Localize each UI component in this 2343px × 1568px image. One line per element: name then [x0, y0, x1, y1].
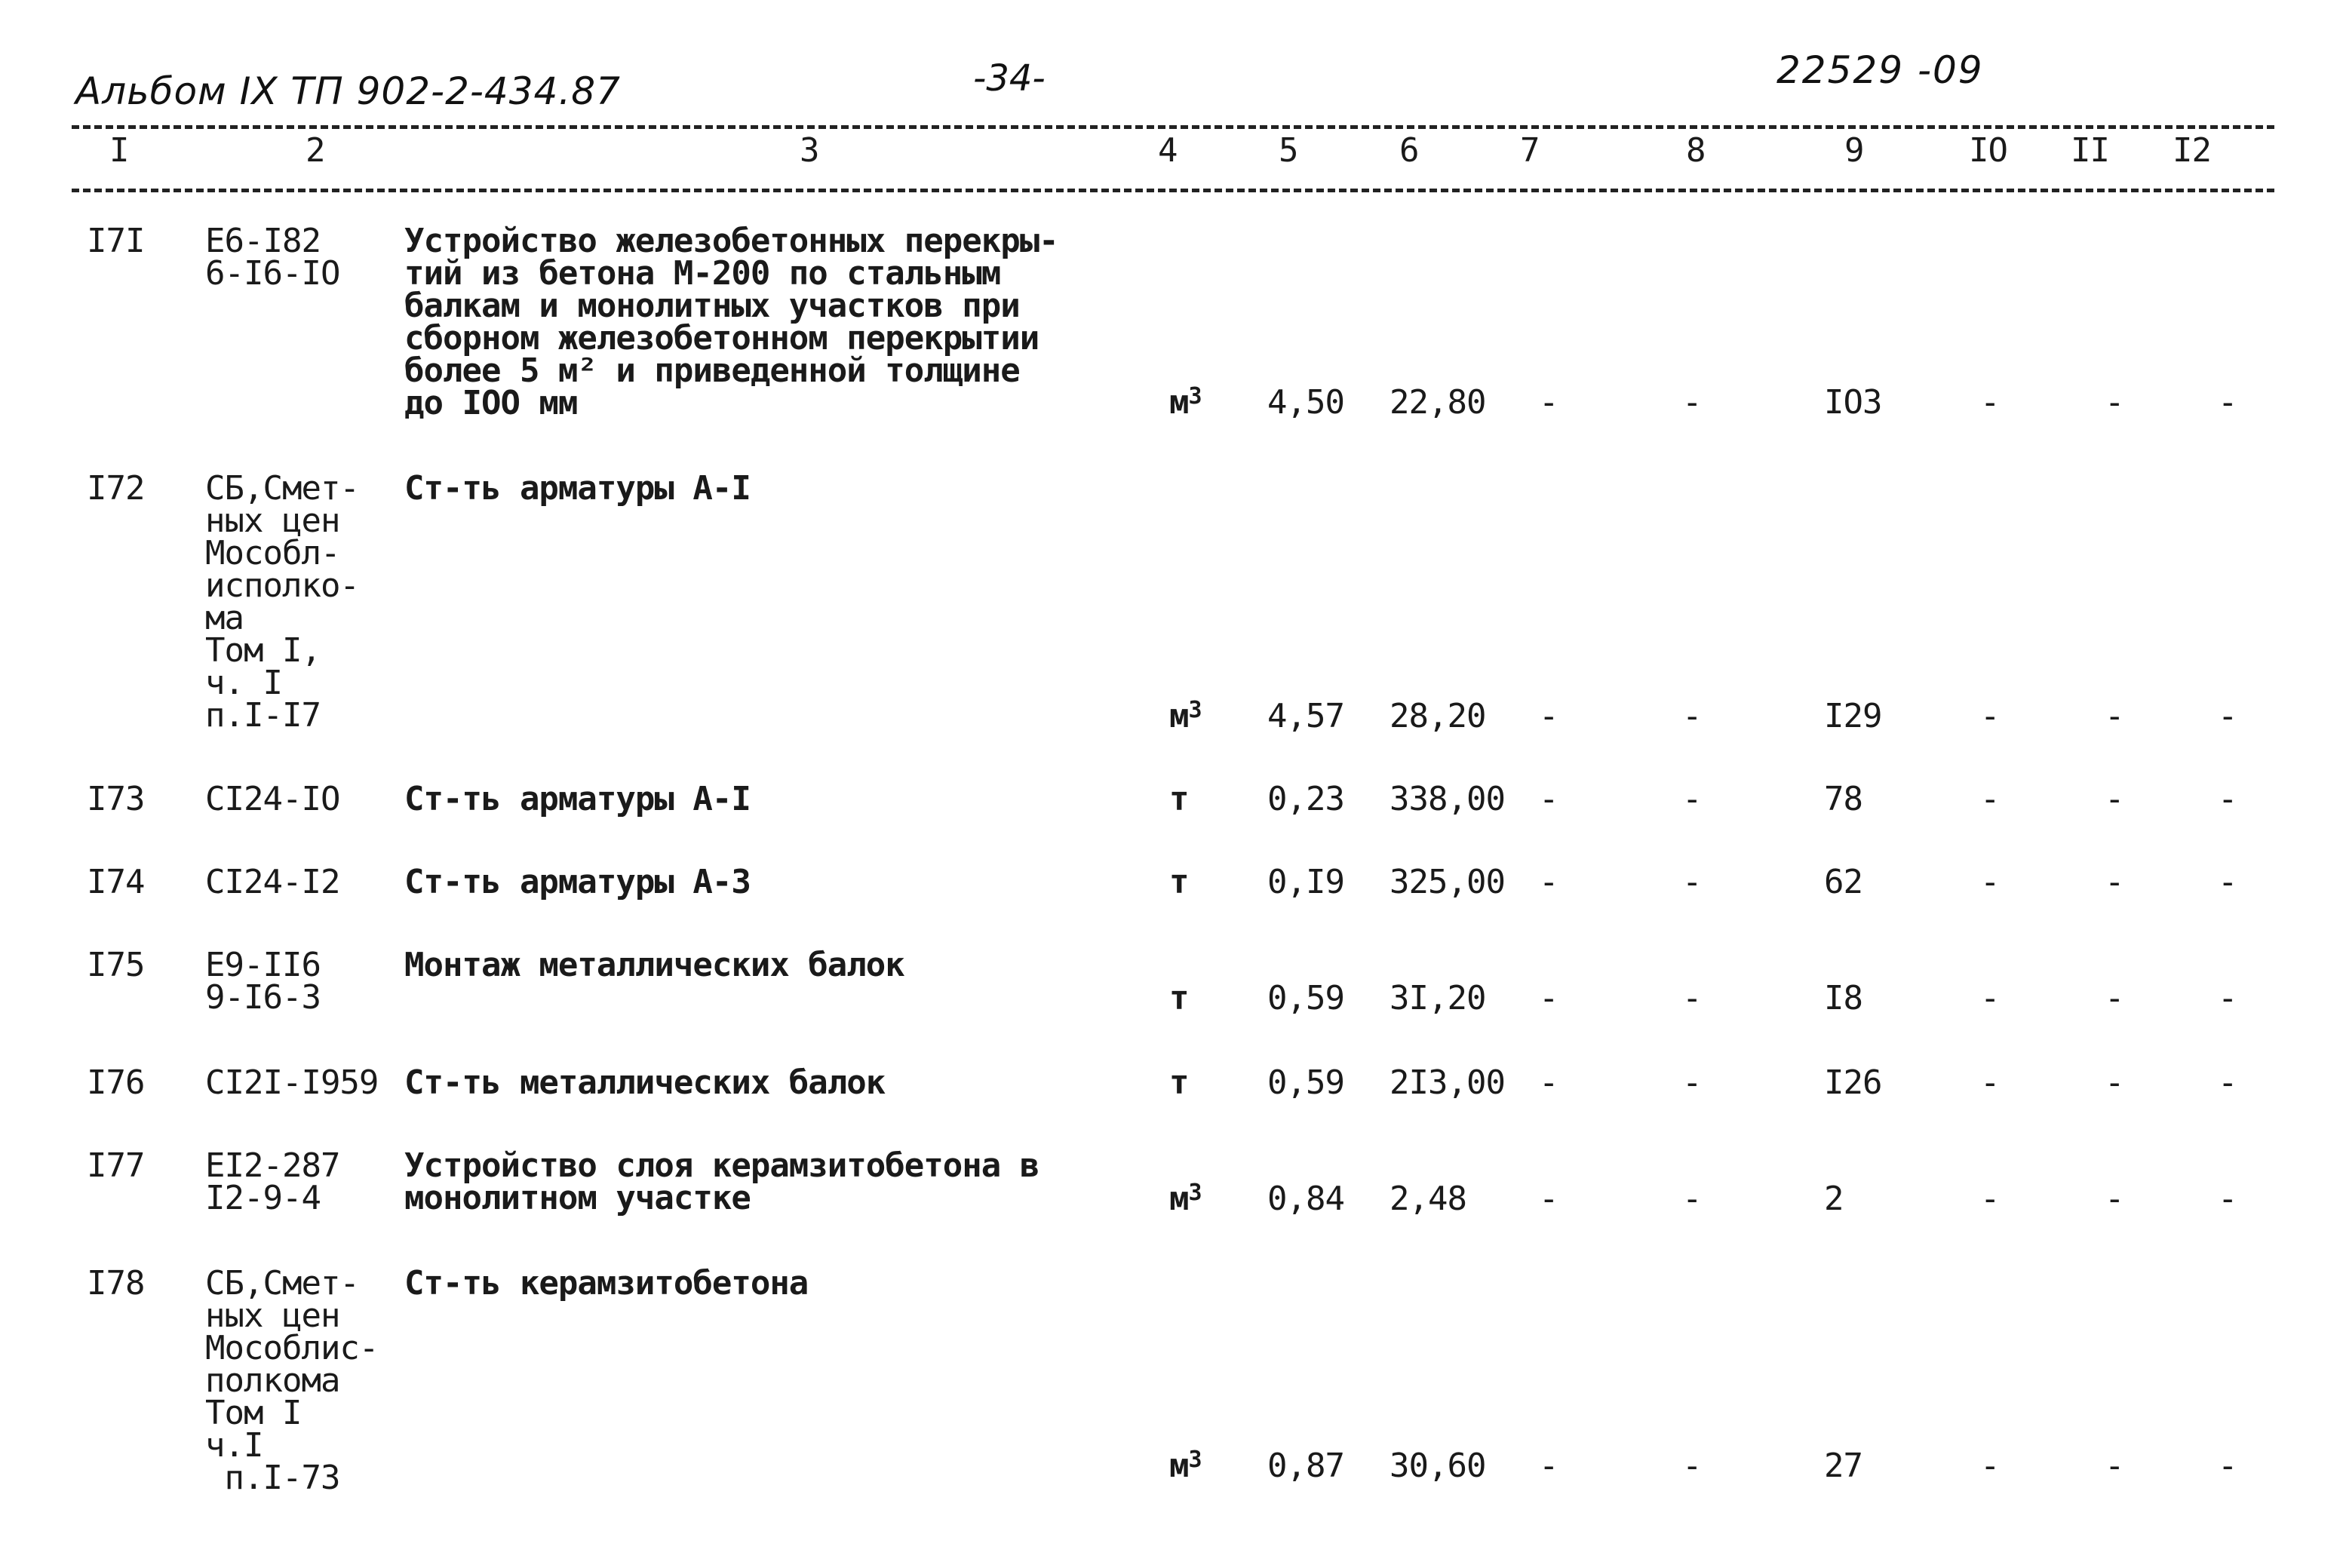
col12-value: -: [2218, 1447, 2237, 1485]
col12-value: -: [2218, 1180, 2237, 1218]
column-number: 2: [306, 131, 325, 170]
col12-value: -: [2218, 1063, 2237, 1102]
col11-value: -: [2105, 1447, 2124, 1485]
col10-value: -: [1980, 863, 2000, 901]
unit-price-value: 338,00: [1390, 780, 1505, 818]
column-number: I: [109, 131, 129, 170]
col7-value: -: [1539, 383, 1558, 422]
column-number: 4: [1158, 131, 1178, 170]
col8-value: -: [1682, 1063, 1702, 1102]
row-number: I75: [87, 946, 145, 984]
col11-value: -: [2105, 697, 2124, 735]
col8-value: -: [1682, 863, 1702, 901]
row-number: I78: [87, 1264, 145, 1303]
quantity-value: 0,23: [1267, 780, 1344, 818]
row-number: I77: [87, 1146, 145, 1185]
price-code: СI24-IO: [205, 780, 340, 818]
unit-of-measure: $м^3$: [1169, 1180, 1202, 1218]
col10-value: -: [1980, 1063, 2000, 1102]
price-code: Е6-I82 6-I6-IO: [205, 222, 340, 293]
col8-value: -: [1682, 383, 1702, 422]
work-description: Ст-ть арматуры А-I: [404, 780, 751, 818]
total-cost-value: I29: [1824, 697, 1882, 735]
col12-value: -: [2218, 863, 2237, 901]
row-number: I72: [87, 469, 145, 508]
col8-value: -: [1682, 979, 1702, 1017]
row-number: I76: [87, 1063, 145, 1102]
work-description: Ст-ть арматуры А-I: [404, 469, 751, 508]
unit-price-value: 325,00: [1390, 863, 1505, 901]
unit-of-measure: т: [1169, 979, 1189, 1017]
column-number: IO: [1969, 131, 2007, 170]
work-description: Ст-ть металлических балок: [404, 1063, 886, 1102]
col11-value: -: [2105, 780, 2124, 818]
total-cost-value: I26: [1824, 1063, 1882, 1102]
col10-value: -: [1980, 1180, 2000, 1218]
price-code: ЕI2-287 I2-9-4: [205, 1146, 340, 1217]
unit-price-value: 30,60: [1390, 1447, 1486, 1485]
quantity-value: 4,57: [1267, 697, 1344, 735]
quantity-value: 0,84: [1267, 1180, 1344, 1218]
work-description: Устройство железобетонных перекры- тий из бетона М-200 по стальным балкам и монолитных участков при сборном железобетонном перекрытии более 5 м² и приведенной толщине до IOO мм: [404, 222, 1058, 422]
unit-exponent: 3: [1188, 697, 1202, 723]
col11-value: -: [2105, 979, 2124, 1017]
price-code: СI24-I2: [205, 863, 340, 901]
page-number: -34-: [973, 57, 1046, 100]
col12-value: -: [2218, 697, 2237, 735]
col7-value: -: [1539, 697, 1558, 735]
column-number: 5: [1279, 131, 1298, 170]
col10-value: -: [1980, 1447, 2000, 1485]
col7-value: -: [1539, 1180, 1558, 1218]
total-cost-value: IO3: [1824, 383, 1882, 422]
column-number: 7: [1520, 131, 1540, 170]
col7-value: -: [1539, 979, 1558, 1017]
col10-value: -: [1980, 979, 2000, 1017]
col8-value: -: [1682, 697, 1702, 735]
unit-exponent: 3: [1188, 1447, 1202, 1473]
column-number: I2: [2173, 131, 2211, 170]
col10-value: -: [1980, 697, 2000, 735]
quantity-value: 0,I9: [1267, 863, 1344, 901]
col7-value: -: [1539, 1447, 1558, 1485]
work-description: Монтаж металлических балок: [404, 946, 904, 984]
row-number: I7I: [87, 222, 145, 260]
col7-value: -: [1539, 1063, 1558, 1102]
col7-value: -: [1539, 863, 1558, 901]
col8-value: -: [1682, 1180, 1702, 1218]
unit-of-measure: $м^3$: [1169, 1447, 1202, 1485]
total-cost-value: 78: [1824, 780, 1862, 818]
unit-price-value: 2I3,00: [1390, 1063, 1505, 1102]
col12-value: -: [2218, 383, 2237, 422]
unit-of-measure: $м^3$: [1169, 697, 1202, 735]
col8-value: -: [1682, 780, 1702, 818]
column-number: 9: [1844, 131, 1864, 170]
unit-of-measure: т: [1169, 1063, 1189, 1102]
unit-exponent: 3: [1188, 1180, 1202, 1206]
work-description: Ст-ть арматуры А-3: [404, 863, 751, 901]
col7-value: -: [1539, 780, 1558, 818]
col10-value: -: [1980, 383, 2000, 422]
document-number: 22529 -09: [1776, 48, 1984, 92]
unit-of-measure: т: [1169, 780, 1189, 818]
column-number: 8: [1686, 131, 1706, 170]
unit-of-measure: т: [1169, 863, 1189, 901]
col11-value: -: [2105, 1180, 2124, 1218]
header-top-rule: [72, 125, 2274, 129]
total-cost-value: 62: [1824, 863, 1862, 901]
total-cost-value: 27: [1824, 1447, 1862, 1485]
total-cost-value: I8: [1824, 979, 1862, 1017]
col12-value: -: [2218, 780, 2237, 818]
col10-value: -: [1980, 780, 2000, 818]
unit-of-measure: $м^3$: [1169, 383, 1202, 422]
quantity-value: 0,59: [1267, 1063, 1344, 1102]
quantity-value: 0,59: [1267, 979, 1344, 1017]
col11-value: -: [2105, 863, 2124, 901]
total-cost-value: 2: [1824, 1180, 1844, 1218]
price-code: СБ,Смет- ных цен Мособл- исполко- ма Том I, ч. I п.I-I7: [205, 469, 359, 735]
unit-price-value: 22,80: [1390, 383, 1486, 422]
header-bottom-rule: [72, 189, 2274, 192]
unit-price-value: 3I,20: [1390, 979, 1486, 1017]
unit-price-value: 28,20: [1390, 697, 1486, 735]
price-code: Е9-II6 9-I6-3: [205, 946, 321, 1017]
column-number: II: [2071, 131, 2109, 170]
column-number: 3: [800, 131, 819, 170]
album-reference: Альбом IX ТП 902-2-434.87: [75, 69, 621, 113]
col11-value: -: [2105, 383, 2124, 422]
col8-value: -: [1682, 1447, 1702, 1485]
row-number: I73: [87, 780, 145, 818]
price-code: СI2I-I959: [205, 1063, 379, 1102]
column-number: 6: [1399, 131, 1419, 170]
work-description: Ст-ть керамзитобетона: [404, 1264, 809, 1303]
price-code: СБ,Смет- ных цен Мособлис- полкома Том I ч.I п.I-73: [205, 1264, 379, 1497]
col12-value: -: [2218, 979, 2237, 1017]
unit-price-value: 2,48: [1390, 1180, 1466, 1218]
unit-exponent: 3: [1188, 383, 1202, 410]
quantity-value: 0,87: [1267, 1447, 1344, 1485]
work-description: Устройство слоя керамзитобетона в монолитном участке: [404, 1146, 1039, 1217]
quantity-value: 4,50: [1267, 383, 1344, 422]
col11-value: -: [2105, 1063, 2124, 1102]
row-number: I74: [87, 863, 145, 901]
